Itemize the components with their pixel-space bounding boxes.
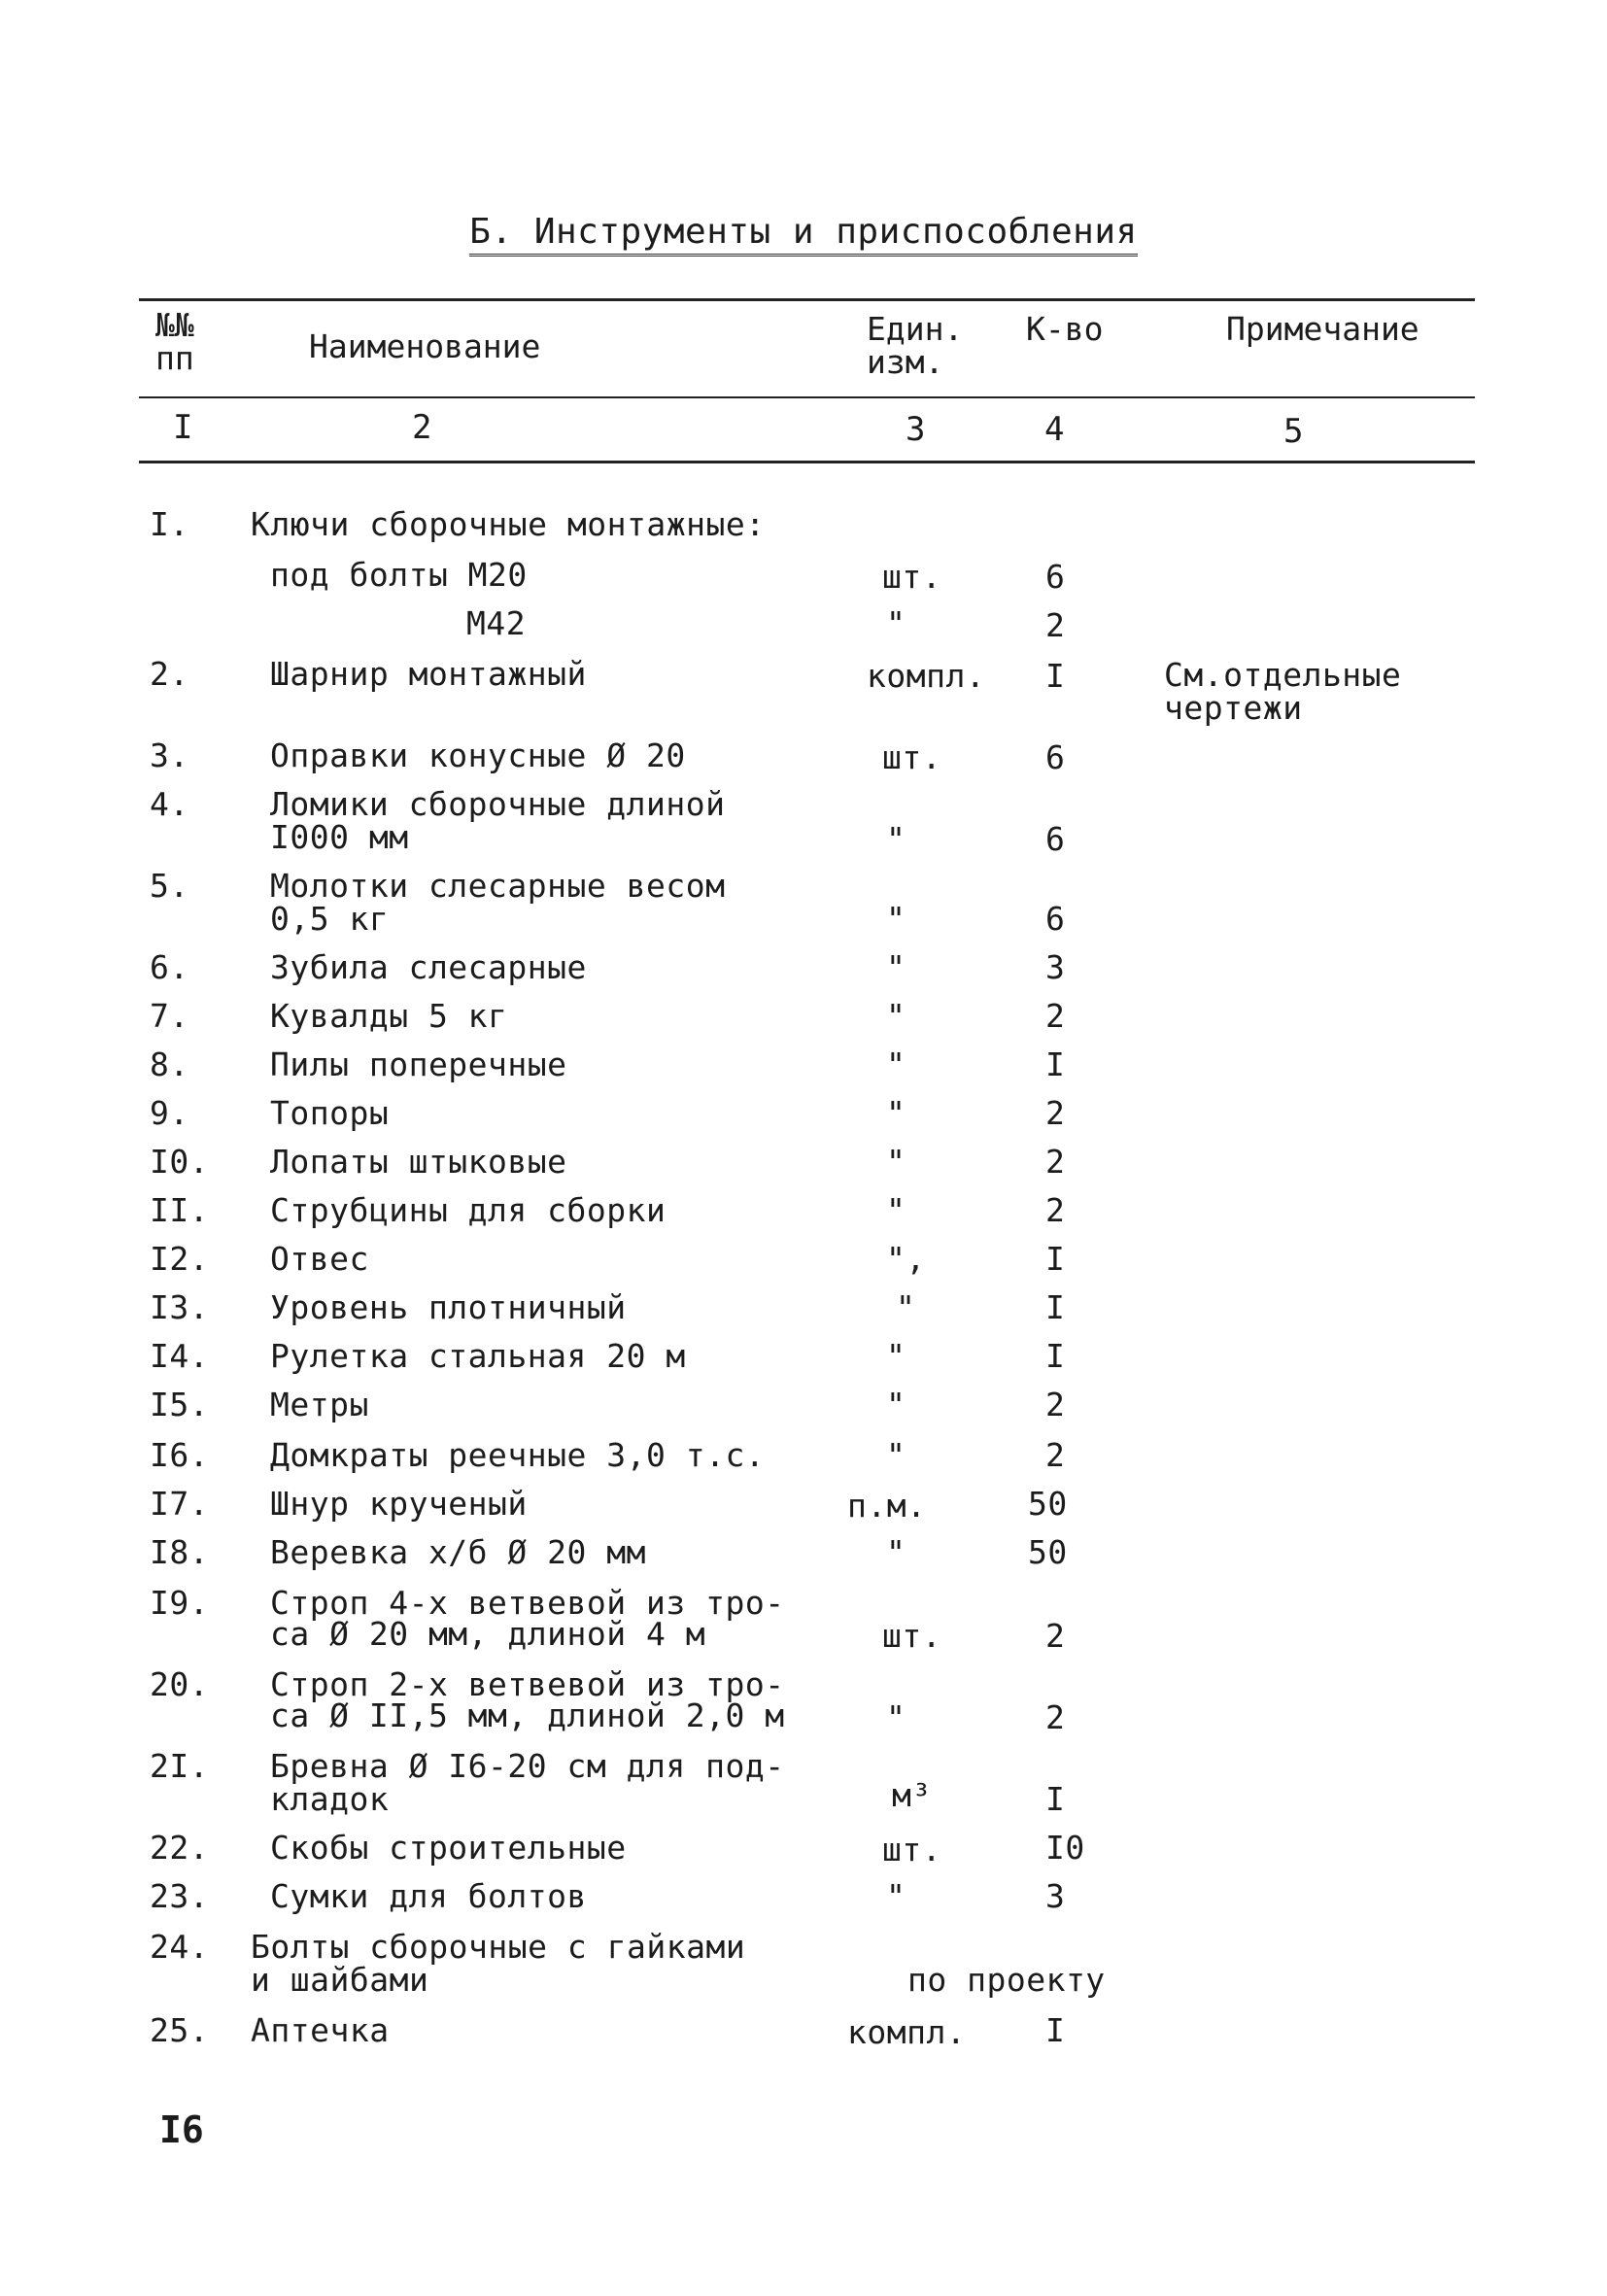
row-unit: " — [896, 1288, 916, 1326]
row-unit: " — [886, 1533, 906, 1571]
col-number-2: 2 — [412, 408, 432, 447]
row-unit: шт. — [882, 558, 942, 596]
row-name-cont: са Ø 20 мм, длиной 4 м — [270, 1615, 706, 1653]
row-unit: шт. — [882, 738, 942, 776]
row-unit: " — [886, 1436, 906, 1474]
row-name: Метры — [270, 1386, 369, 1423]
row-unit: по проекту — [907, 1961, 1106, 1999]
row-note: См.отдельные чертежи — [1164, 656, 1402, 727]
row-unit: компл. — [867, 657, 986, 695]
col-number-4: 4 — [1044, 410, 1065, 449]
row-qty: 50 — [1028, 1485, 1068, 1523]
row-unit: п.м. — [847, 1487, 927, 1525]
row-num: I. — [150, 505, 189, 543]
row-name: Домкраты реечные 3,0 т.с. — [270, 1436, 766, 1474]
row-qty: 2 — [1045, 1617, 1066, 1655]
row-qty: I — [1045, 1337, 1066, 1375]
row-unit: " — [886, 820, 906, 858]
row-name: Аптечка — [251, 2011, 390, 2049]
row-num: 2. — [150, 655, 189, 693]
row-qty: I — [1045, 2011, 1066, 2049]
row-qty: 6 — [1045, 738, 1066, 776]
row-num: 23. — [150, 1877, 210, 1915]
row-unit: " — [886, 1386, 906, 1423]
col-number-5: 5 — [1283, 412, 1304, 451]
col-number-3: 3 — [906, 410, 926, 449]
row-qty: 2 — [1045, 1143, 1066, 1181]
col-header-num: №№ пп — [155, 306, 194, 377]
row-name: Оправки конусные Ø 20 — [270, 737, 686, 774]
row-qty: I — [1045, 1045, 1066, 1083]
row-qty: 6 — [1045, 820, 1066, 858]
row-num: 2I. — [150, 1747, 210, 1785]
row-unit: " — [886, 1698, 906, 1736]
row-qty: 2 — [1045, 1436, 1066, 1474]
row-unit: шт. — [882, 1617, 942, 1655]
row-name-cont: са Ø II,5 мм, длиной 2,0 м — [270, 1696, 785, 1734]
row-qty: 2 — [1045, 1094, 1066, 1132]
row-name: Отвес — [270, 1240, 369, 1278]
row-num: I9. — [150, 1584, 210, 1622]
row-qty: I — [1045, 657, 1066, 695]
row-num: I6. — [150, 1436, 210, 1474]
row-num: 3. — [150, 737, 189, 774]
row-qty: I — [1045, 1780, 1066, 1818]
row-qty: 3 — [1045, 948, 1066, 986]
row-num: I5. — [150, 1386, 210, 1423]
row-num: 20. — [150, 1665, 210, 1703]
page-number: I6 — [159, 2108, 204, 2151]
row-name: Струбцины для сборки — [270, 1191, 667, 1229]
row-qty: I — [1045, 1288, 1066, 1326]
row-num: I4. — [150, 1337, 210, 1375]
row-unit: " — [886, 604, 906, 642]
row-num: I2. — [150, 1240, 210, 1278]
col-header-note: Примечание — [1226, 310, 1419, 348]
row-unit: ", — [886, 1240, 926, 1278]
row-name-cont: и шайбами — [251, 1961, 429, 1999]
col-header-unit: Един. изм. — [867, 310, 964, 381]
row-num: 8. — [150, 1045, 189, 1083]
row-name: Сумки для болтов — [270, 1877, 587, 1915]
row-num: 5. — [150, 867, 189, 905]
row-name: М42 — [466, 604, 527, 642]
row-name-cont: кладок — [270, 1780, 390, 1818]
row-unit: " — [886, 1877, 906, 1915]
row-name: Лопаты штыковые — [270, 1143, 567, 1181]
row-name: Строп 2-х ветвевой из тро- — [270, 1665, 785, 1703]
row-name: Топоры — [270, 1094, 390, 1132]
col-number-1: I — [173, 408, 193, 447]
row-qty: I — [1045, 1240, 1066, 1278]
row-name: под болты М20 — [270, 556, 528, 594]
row-num: 7. — [150, 997, 189, 1035]
row-name: Болты сборочные с гайками — [251, 1928, 746, 1966]
row-qty: 2 — [1045, 997, 1066, 1035]
row-unit: " — [886, 1143, 906, 1181]
row-name: Веревка х/б Ø 20 мм — [270, 1533, 646, 1571]
row-name-cont: I000 мм — [270, 818, 409, 856]
row-qty: 6 — [1045, 558, 1066, 596]
row-name: Уровень плотничный — [270, 1288, 627, 1326]
row-unit: " — [886, 1191, 906, 1229]
row-name: Пилы поперечные — [270, 1045, 567, 1083]
row-name: Шнур крученый — [270, 1485, 528, 1523]
row-name: Рулетка стальная 20 м — [270, 1337, 686, 1375]
row-name: Ключи сборочные монтажные: — [251, 505, 766, 543]
row-qty: 2 — [1045, 1698, 1066, 1736]
row-num: 9. — [150, 1094, 189, 1132]
row-num: I8. — [150, 1533, 210, 1571]
row-num: I0. — [150, 1143, 210, 1181]
row-qty: 2 — [1045, 606, 1066, 644]
row-num: I3. — [150, 1288, 210, 1326]
row-name: Бревна Ø I6-20 см для под- — [270, 1747, 785, 1785]
row-num: 4. — [150, 785, 189, 823]
row-unit: м³ — [892, 1776, 932, 1814]
row-num: I7. — [150, 1485, 210, 1523]
row-unit: " — [886, 948, 906, 986]
row-unit: компл. — [847, 2013, 967, 2051]
row-name: Молотки слесарные весом — [270, 867, 726, 905]
row-name: Кувалды 5 кг — [270, 997, 508, 1035]
row-name: Ломики сборочные длиной — [270, 785, 726, 823]
table-top-rule — [139, 298, 1475, 301]
row-name: Скобы строительные — [270, 1829, 627, 1867]
row-num: II. — [150, 1191, 210, 1229]
row-name-cont: 0,5 кг — [270, 900, 390, 938]
row-unit: " — [886, 1045, 906, 1083]
row-unit: " — [886, 997, 906, 1035]
row-qty: 6 — [1045, 900, 1066, 938]
row-name: Шарнир монтажный — [270, 655, 587, 693]
col-header-qty: К-во — [1026, 310, 1104, 348]
row-num: 22. — [150, 1829, 210, 1867]
section-title: Б. Инструменты и приспособления — [0, 212, 1607, 252]
row-unit: шт. — [882, 1831, 942, 1868]
row-qty: 50 — [1028, 1533, 1068, 1571]
row-name: Зубила слесарные — [270, 948, 587, 986]
row-num: 25. — [150, 2011, 210, 2049]
row-qty: 3 — [1045, 1877, 1066, 1915]
row-qty: 2 — [1045, 1191, 1066, 1229]
numbers-rule — [139, 461, 1475, 463]
row-qty: 2 — [1045, 1386, 1066, 1423]
row-num: 6. — [150, 948, 189, 986]
col-header-name: Наименование — [309, 327, 541, 365]
row-name: Строп 4-х ветвевой из тро- — [270, 1584, 785, 1622]
header-rule — [139, 396, 1475, 398]
row-unit: " — [886, 1337, 906, 1375]
row-qty: I0 — [1045, 1829, 1085, 1867]
row-num: 24. — [150, 1928, 210, 1966]
row-unit: " — [886, 900, 906, 938]
row-unit: " — [886, 1094, 906, 1132]
